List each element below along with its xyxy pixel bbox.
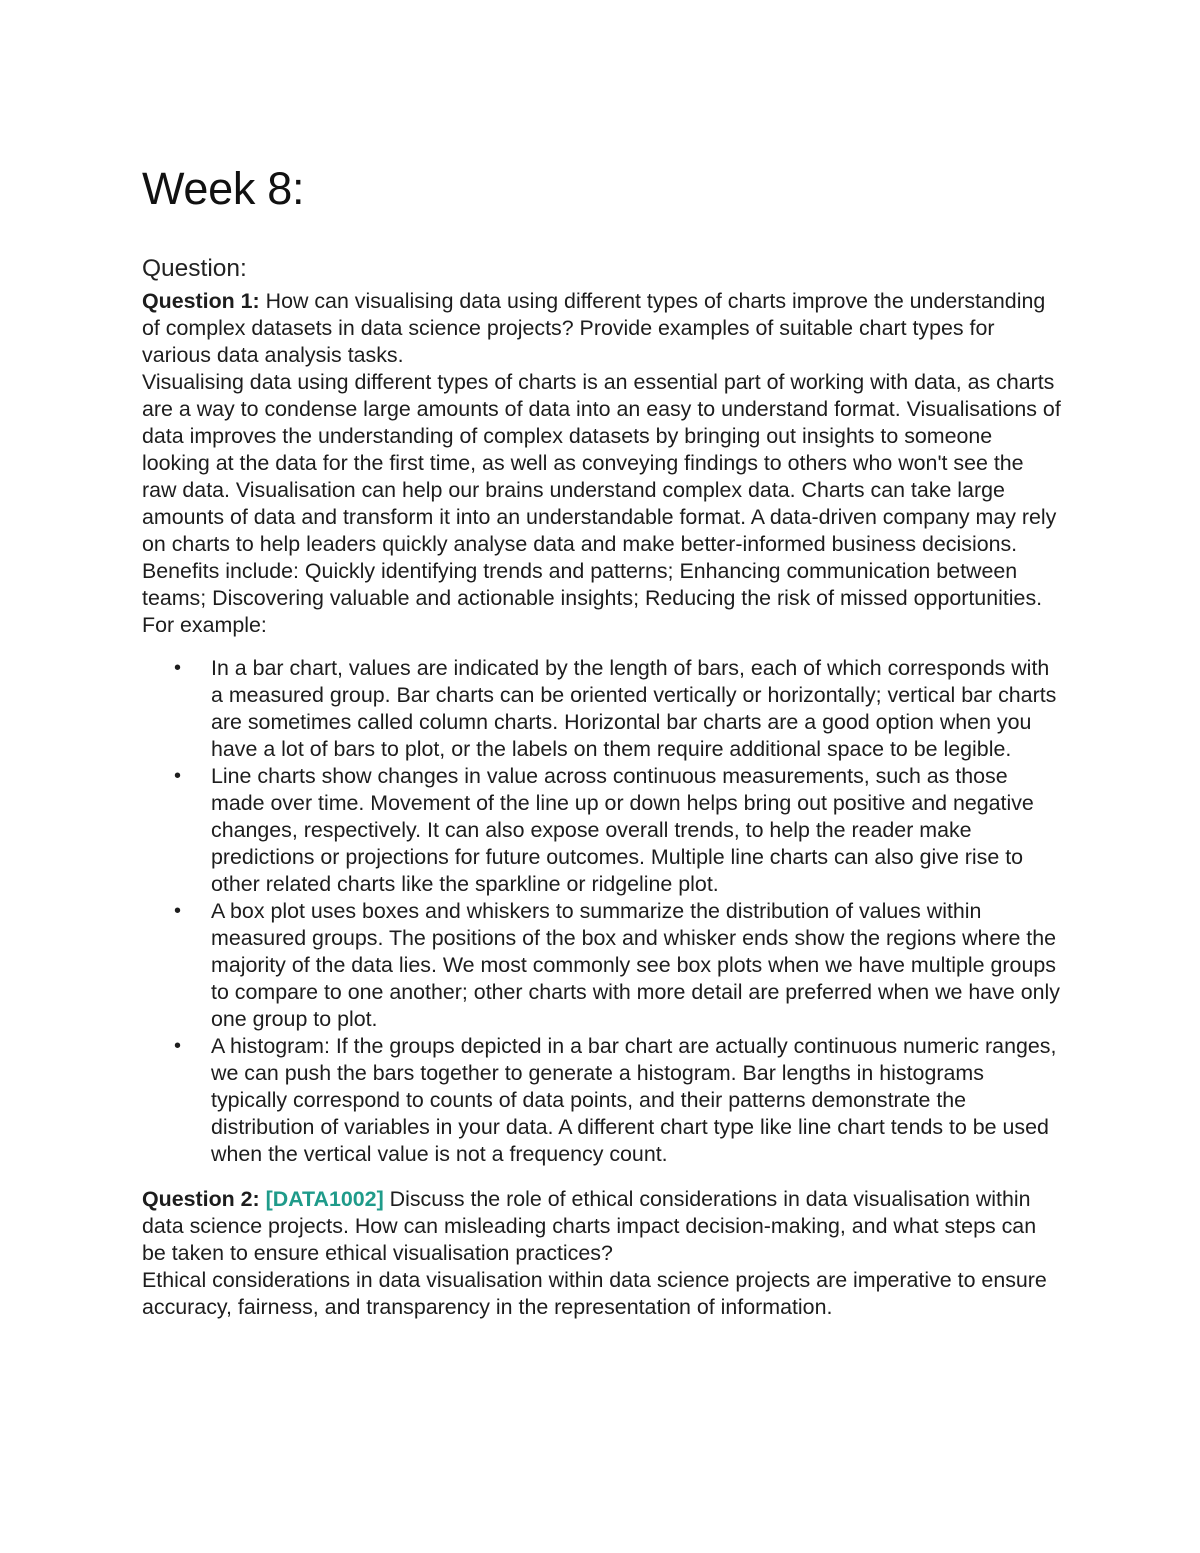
question-1-text: How can visualising data using different types of charts improve the understanding of complex datasets in data science projects? Provide examples of suitable chart types for various data analysis tasks.	[142, 289, 1046, 367]
question-1-block	[142, 288, 1062, 1168]
bullet-icon: •	[174, 765, 182, 787]
question-2-label: Question 2:	[142, 1187, 260, 1211]
section-heading: Question:	[142, 255, 247, 282]
example-histogram: A histogram: If the groups depicted in a bar chart are actually continuous numeric ranges, we can push the bars together to generate a histogram. Bar lengths in histograms typically correspond to counts of data points, and their patterns demonstrate the distribution of variables in your data. A different chart type like line chart tends to be used when the vertical value is not a frequency count.	[211, 1034, 1057, 1166]
list-item	[142, 898, 1062, 1033]
bullet-icon: •	[174, 657, 182, 679]
question-1-answer: Visualising data using different types of charts is an essential part of working with data, as charts are a way to condense large amounts of data into an easy to understand format. Visualisations of data improves the understanding of complex datasets by bringing out insights to someone looking at the data for the first time, as well as conveying findings to others who won't see the raw data. Visualisation can help our brains understand complex data. Charts can take large amounts of data and transform it into an understandable format. A data-driven company may rely on charts to help leaders quickly analyse data and make better-informed business decisions. Benefits include: Quickly identifying trends and patterns; Enhancing communication between teams; Discovering valuable and actionable insights; Reducing the risk of missed opportunities.	[142, 370, 1061, 610]
course-code-tag: [DATA1002]	[265, 1187, 384, 1211]
list-item	[142, 655, 1062, 763]
question-2-text: Discuss the role of ethical considerations in data visualisation within data science projects. How can misleading charts impact decision-making, and what steps can be taken to ensure ethical visualisation practices?	[142, 1187, 1037, 1265]
question-2-block	[142, 1186, 1062, 1321]
question-2-prompt	[142, 1186, 1062, 1267]
examples-list	[142, 655, 1062, 1168]
question-2-answer: Ethical considerations in data visualisation within data science projects are imperative to ensure accuracy, fairness, and transparency in the representation of information.	[142, 1268, 1047, 1319]
document-page	[142, 160, 1062, 1321]
example-intro: For example:	[142, 613, 267, 637]
bullet-icon: •	[174, 1035, 182, 1057]
list-item	[142, 763, 1062, 898]
example-box-plot: A box plot uses boxes and whiskers to summarize the distribution of values within measured groups. The positions of the box and whisker ends show the regions where the majority of the data lies. We most commonly see box plots when we have multiple groups to compare to one another; other charts with more detail are preferred when we have only one group to plot.	[211, 899, 1060, 1031]
question-1-label: Question 1:	[142, 289, 260, 313]
page-title: Week 8:	[142, 163, 305, 214]
example-bar-chart: In a bar chart, values are indicated by the length of bars, each of which corresponds with a measured group. Bar charts can be oriented vertically or horizontally; vertical bar charts are sometimes called column charts. Horizontal bar charts are a good option when you have a lot of bars to plot, or the labels on them require additional space to be legible.	[211, 656, 1057, 761]
list-item	[142, 1033, 1062, 1168]
example-line-chart: Line charts show changes in value across continuous measurements, such as those made over time. Movement of the line up or down helps bring out positive and negative changes, respectively. It can also expose overall trends, to help the reader make predictions or projections for future outcomes. Multiple line charts can also give rise to other related charts like the sparkline or ridgeline plot.	[211, 764, 1034, 896]
question-1-prompt	[142, 288, 1062, 369]
bullet-icon: •	[174, 900, 182, 922]
